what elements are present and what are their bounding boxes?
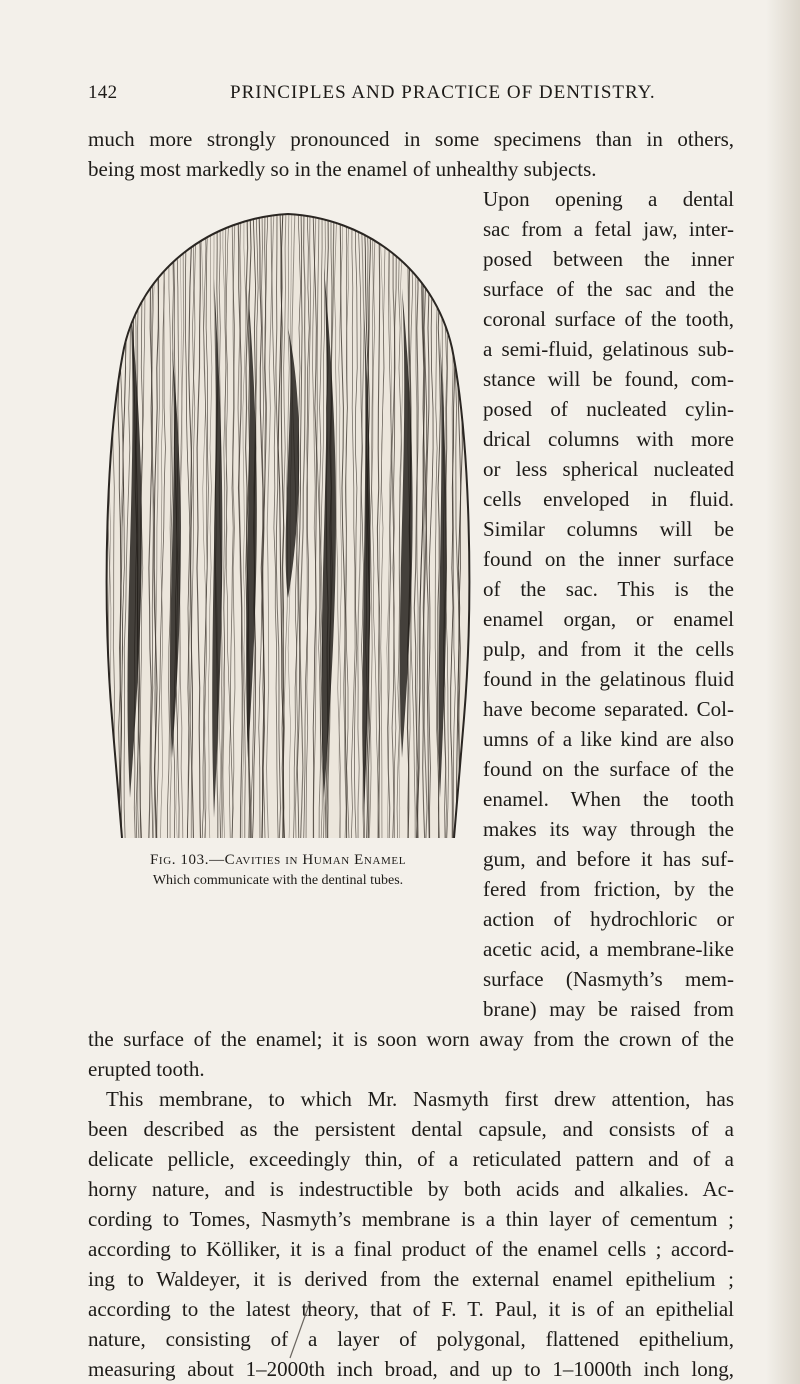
text-line: Similar columns will be — [483, 517, 734, 541]
page-number: 142 — [88, 82, 118, 103]
text-line: enamel. When the tooth — [483, 787, 734, 811]
text-line: cells enveloped in fluid. — [483, 487, 734, 511]
text-line: horny nature, and is indestructible by both acids and alkalies. Ac- — [88, 1177, 734, 1201]
text-line: the surface of the enamel; it is soon worn away from the crown of the — [88, 1027, 734, 1051]
text-line: according to the latest theory, that of F. T. Paul, it is of an epithelial — [88, 1297, 734, 1321]
text-line: erupted tooth. — [88, 1057, 205, 1081]
text-line: delicate pellicle, exceedingly thin, of a reticulated pattern and of a — [88, 1147, 734, 1171]
text-line: ing to Waldeyer, it is derived from the external enamel epithelium ; — [88, 1267, 734, 1291]
text-line: been described as the persistent dental capsule, and consists of a — [88, 1117, 734, 1141]
text-line: surface (Nasmyth’s mem- — [483, 967, 734, 991]
text-line: acetic acid, a membrane-like — [483, 937, 734, 961]
enamel-cavities-figure — [102, 198, 474, 838]
text-line: stance will be found, com- — [483, 367, 734, 391]
text-line: found on the inner surface — [483, 547, 734, 571]
text-line: Upon opening a dental — [483, 187, 734, 211]
text-line: drical columns with more — [483, 427, 734, 451]
text-line: fered from friction, by the — [483, 877, 734, 901]
text-line: measuring about 1–2000th inch broad, and up to 1–1000th inch long, — [88, 1357, 734, 1381]
text-line: nature, consisting of a layer of polygonal, flattened epithelium, — [88, 1327, 734, 1351]
text-line: surface of the sac and the — [483, 277, 734, 301]
text-line: pulp, and from it the cells — [483, 637, 734, 661]
text-line: sac from a fetal jaw, inter- — [483, 217, 734, 241]
text-line: of the sac. This is the — [483, 577, 734, 601]
text-line: makes its way through the — [483, 817, 734, 841]
figure-caption-subtitle: Which communicate with the dentinal tubes. — [152, 873, 404, 888]
text-line: according to Kölliker, it is a final product of the enamel cells ; accord- — [88, 1237, 734, 1261]
running-header — [88, 82, 728, 108]
text-line: brane) may be raised from — [483, 997, 734, 1021]
text-line: much more strongly pronounced in some specimens than in others, — [88, 127, 734, 151]
text-line: found on the surface of the — [483, 757, 734, 781]
text-line: being most markedly so in the enamel of unhealthy subjects. — [88, 157, 597, 181]
pencil-mark — [286, 1300, 316, 1360]
text-line: a semi-fluid, gelatinous sub- — [483, 337, 734, 361]
text-line: coronal surface of the tooth, — [483, 307, 734, 331]
text-line: or less spherical nucleated — [483, 457, 734, 481]
text-line: This membrane, to which Mr. Nasmyth first drew attention, has — [106, 1087, 734, 1111]
text-line: posed between the inner — [483, 247, 734, 271]
text-line: enamel organ, or enamel — [483, 607, 734, 631]
figure-caption-title: Fig. 103.—Cavities in Human Enamel — [149, 852, 407, 868]
text-line: gum, and before it has suf- — [483, 847, 734, 871]
text-line: posed of nucleated cylin- — [483, 397, 734, 421]
text-line: found in the gelatinous fluid — [483, 667, 734, 691]
page-edge-shadow — [766, 0, 800, 1384]
text-line: have become separated. Col- — [483, 697, 734, 721]
text-line: umns of a like kind are also — [483, 727, 734, 751]
running-title: PRINCIPLES AND PRACTICE OF DENTISTRY. — [230, 82, 656, 103]
text-line: action of hydrochloric or — [483, 907, 734, 931]
text-line: cording to Tomes, Nasmyth’s membrane is a thin layer of cementum ; — [88, 1207, 734, 1231]
